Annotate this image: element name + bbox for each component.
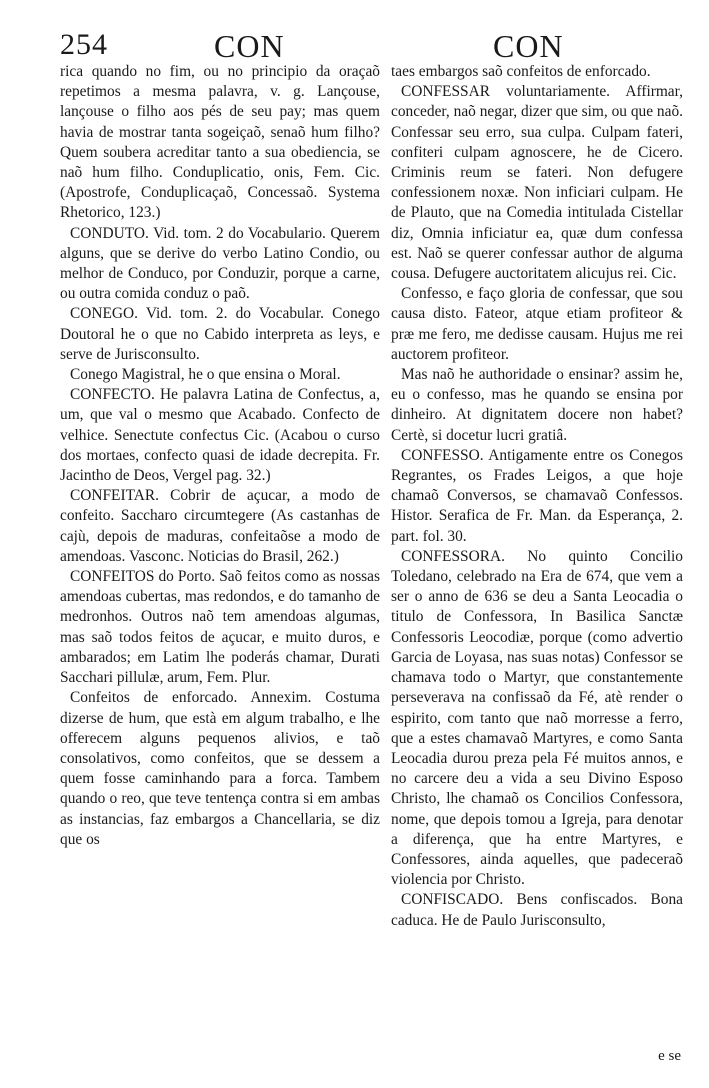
left-column xyxy=(60,62,380,850)
entry-confessora: CONFESSORA. No quinto Concilio Toledano, celebrado na Era de 674, que vem a ser o anno de 636 se deu a Santa Leocadia o titulo de Confessora, In Basilica Sanctæ Confessoris Leocodiæ, porque (como advertio Garcia de Loyasa, nas suas notas) Confessor se chamava todo o Martyr, que constantemente perseverava na confissaõ da Fé, atè render o espirito, com tanto que naõ morresse a ferro, que a estes chamavaõ Martyres, e como Santa Leocadia durou preza pela Fé muitos annos, e no carcere deu a vida a seu Divino Esposo Christo, lhe chamaõ os Concilios Confessora, nome, que depois tomou a Igreja, para denotar a diferença, que ha entre Martyres, e Confessores, ainda aquelles, que padeceraõ violencia por Christo. xyxy=(391,547,683,889)
entry-paragraph: rica quando no fim, ou no principio da oraçaõ repetimos a mesma palavra, v. g. Lançouse, lançouse o filho aos pés de seu pay; mas quem havia de mostrar tanta sogeiçaõ, senaõ hum filho? Quem soubera acreditar tanto a sua obediencia, se naõ hum filho. Conduplicatio, onis, Fem. Cic. (Apostrofe, Conduplicaçaõ, Concessaõ. Systema Rhetorico, 123.) xyxy=(60,63,380,222)
entry-confecto: CONFECTO. He palavra Latina de Confectus, a, um, que val o mesmo que Acabado. Confecto de velhice. Senectute confectus Cic. (Acabou o curso dos mortaes, confecto quasi de idade decrepita. Fr. Jacintho de Deos, Vergel pag. 32.) xyxy=(60,386,380,485)
running-head-right: CON xyxy=(493,28,564,64)
entry-authoridade: Mas naõ he authoridade o ensinar? assim he, eu o confesso, mas he quando se ensina por dinheiro. At dignitatem docere non habet? Certè, si docetur lucri gratiâ. xyxy=(391,366,683,444)
catchword: e se xyxy=(658,1048,681,1064)
entry-confeitos-enforcado: Confeitos de enforcado. Annexim. Costuma dizerse de hum, que està em algum trabalho, e lhe offerecem alguns pequenos alivios, e taõ consolativos, como confeitos, que se dessem a quem fosse caminhando para a forca. Tambem quando o reo, que teve tentença contra si em ambas as instancias, faz embargos a Chancellaria, se diz que os xyxy=(60,689,380,848)
entry-confeitos: CONFEITOS do Porto. Saõ feitos como as nossas amendoas cubertas, mas redondos, e do tamanho de medronhos. Outros naõ tem amendoas algumas, mas saõ todos feitos de açucar, e muito duros, e ambarados; em Latim lhe poderás chamar, Durati Sacchari pillulæ, arum, Fem. Plur. xyxy=(60,568,380,687)
page-number: 254 xyxy=(60,28,108,61)
entry-confesso-gloria: Confesso, e faço gloria de confessar, que sou causa disto. Fateor, atque etiam profiteor & præ me fero, me dedisse causam. Hujus me rei auctorem profiteor. xyxy=(391,285,683,363)
entry-confesso: CONFESSO. Antigamente entre os Conegos Regrantes, os Frades Leigos, a que hoje chamaõ Conversos, se chamavaõ Confessos. Histor. Serafica de Fr. Man. da Esperança, 2. part. fol. 30. xyxy=(391,446,683,545)
entry-conego-magistral: Conego Magistral, he o que ensina o Moral. xyxy=(70,366,341,384)
entry-conduto: CONDUTO. Vid. tom. 2 do Vocabulario. Querem alguns, que se derive do verbo Latino Condio, ou melhor de Conduco, por Conduzir, porque a carne, ou outra comida conduz o paõ. xyxy=(60,224,380,303)
entry-confiscado: CONFISCADO. Bens confiscados. Bona caduca. He de Paulo Jurisconsulto, xyxy=(391,891,683,929)
entry-conego: CONEGO. Vid. tom. 2. do Vocabular. Conego Doutoral he o que no Cabido interpreta as leys, e serve de Jurisconsulto. xyxy=(60,305,380,363)
right-column xyxy=(391,62,683,931)
entry-confeitar: CONFEITAR. Cobrir de açucar, a modo de confeito. Saccharo circumtegere (As castanhas de cajù, depois de maduras, confeitaõse a modo de amendoas. Vasconc. Noticias do Brasil, 262.) xyxy=(60,487,380,565)
entry-continuation: taes embargos saõ confeitos de enforcado. xyxy=(391,63,651,80)
running-head-left: CON xyxy=(214,28,285,64)
entry-confessar: CONFESSAR voluntariamente. Affirmar, conceder, naõ negar, dizer que sim, ou que naõ. Confessar seu erro, sua culpa. Culpam fateri, confiteri culpam agnoscere, he de Cicero. Criminis reum se fateri. Non defugere confessionem noxæ. Non inficiari culpam. He de Plauto, que na Comedia intitulada Cistellar diz, Omnia inficiatur ea, quæ dum confessa est. Naõ se querer confessar author de alguma cousa. Defugere auctoritatem alicujus rei. Cic. xyxy=(391,83,683,283)
